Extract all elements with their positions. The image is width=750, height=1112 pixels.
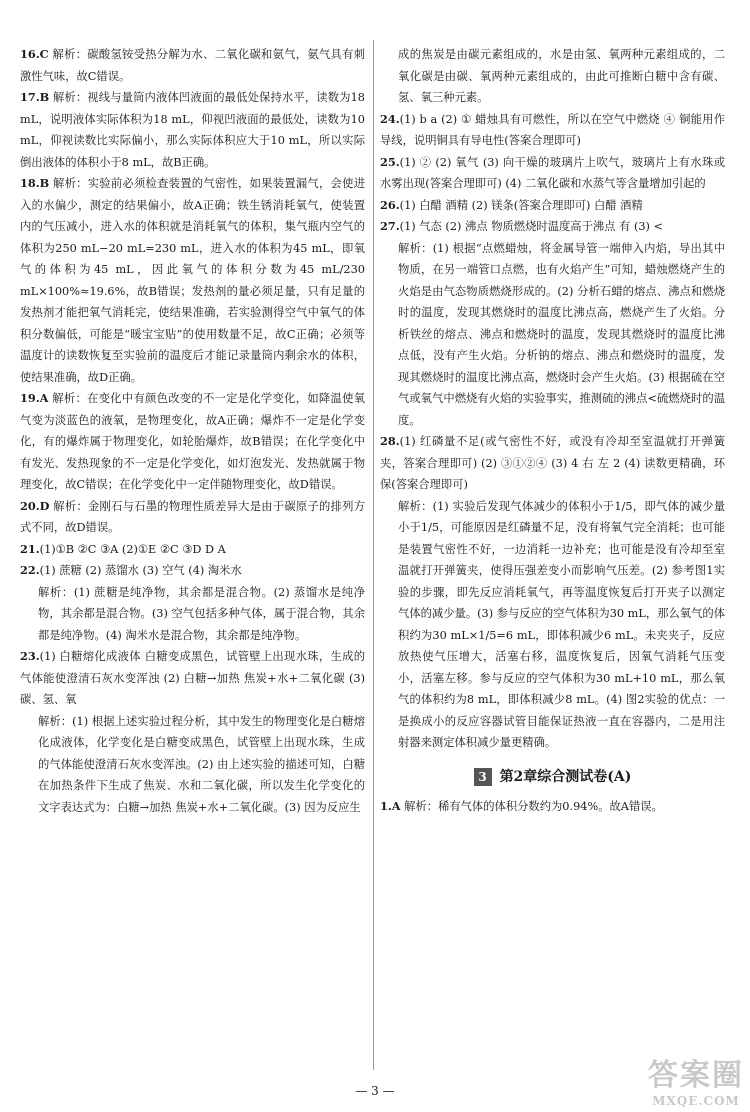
answer-item xyxy=(20,711,365,819)
answer-item xyxy=(20,87,365,173)
answer-text: 解析：(1) 根据“点燃蜡烛，将金属导管一端伸入内焰，导出其中物质，在另一端管口点燃，也有火焰产生”可知，蜡烛燃烧产生的火焰是由气态物质燃烧形成的。(2) 分析石蜡的熔点、沸点和燃烧时的温度，发现其燃烧时的温度比沸点高，燃烧产生了火焰。分析铁丝的熔点、沸点和燃烧时的温度，发现其燃烧时的温度比沸点低，没有产生火焰。分析钠的熔点、沸点和燃烧时的温度，发现其燃烧时的温度比沸点高，燃烧时会产生火焰。(3) 根据硫在空气或氧气中燃烧有火焰的实验事实，推测硫的沸点<硫燃烧时的温度。 xyxy=(398,241,725,427)
question-number: 26. xyxy=(380,197,400,212)
answer-text: (1) 红磷量不足(或气密性不好，或没有冷却至室温就打开弹簧夹，答案合理即可) (2) ③①②④ (3) 4 右 左 2 (4) 读数更精确，环保(答案合理即可) xyxy=(380,435,725,491)
answer-item xyxy=(20,388,365,496)
answer-text: 解析：稀有气体的体积分数约为0.94%。故A错误。 xyxy=(400,799,663,813)
question-number: 27. xyxy=(380,219,400,233)
answer-item xyxy=(380,796,725,818)
answer-item xyxy=(20,646,365,711)
answer-item xyxy=(20,173,365,388)
column-divider xyxy=(373,40,374,1070)
section-title: 第2章综合测试卷(A) xyxy=(499,768,632,785)
answer-text: (1) 蔗糖 (2) 蒸馏水 (3) 空气 (4) 淘米水 xyxy=(39,564,242,577)
answer-text: (1) b a (2) ① 蜡烛具有可燃性，所以在空气中燃烧 ④ 铜能用作导线，说明铜具有导电性(答案合理即可) xyxy=(380,112,725,147)
answer-text: 解析：(1) 实验后发现气体减少的体积小于1/5，即气体的减少量小于1/5，可能原因是红磷量不足，没有将氧气完全消耗；也可能是装置气密性不好，一边消耗一边补充；也可能是没有冷却至室温就打开弹簧夹，使得压强差变小而影响气压差。(2) 参考图1实验的步骤，即先反应消耗氧气，再等温度恢复后打开夹子以测定气体的减少量。(3) 参与反应的空气体积为30 mL，那么氧气的体积约为30 mL×1/5=6 mL，即体积减少6 mL。未夹夹子，反应放热使气压增大，活塞右移，温度恢复后，因氧气消耗气压变小，活塞左移。参与反应的空气体积为30 mL+10 mL，那么氧气的体积约为8 mL，即体积减少8 mL。(4) 图2实验的优点：一是换成小的反应容器试管目能保证热液一直在容器内，二是用注射器来测定体积减少量更精确。 xyxy=(398,499,725,749)
answer-item xyxy=(380,431,725,496)
answer-text: (1) 气态 (2) 沸点 物质燃烧时温度高于沸点 有 (3) < xyxy=(399,220,664,233)
answer-text: 解析：(1) 根据上述实验过程分析，其中发生的物理变化是白糖熔化成液体，化学变化是白糖变成黑色，试管壁上出现水珠，生成的气体能使澄清石灰水变浑浊。(2) 由上述实验的描述可知，白糖在加热条件下生成了焦炭、水和二氧化碳，所以发生化学变化的文字表达式为：白糖→加热 焦炭+水+二氧化碳。(3) 因为反应生 xyxy=(38,714,365,814)
answer-text: 解析：实验前必须检查装置的气密性，如果装置漏气，会使进入的水偏少，测定的结果偏小，故A正确；铁生锈消耗氧气，使装置内的气压减小，进入水的体积就是消耗氧气的体积，集气瓶内空气的体积为250 mL−20 mL=230 mL，进入水的体积为45 mL，即氧气的体积为45 mL，因此氧气的体积分数为45 mL/230 mL×100%≈19.6%，故B错误；发热剂的量必须足量，只有足量的发热剂才能把氧气消耗完，使结果准确，若实验测得空气中氧气的体积分数偏低，可能是“暖宝宝贴”的使用数量不足，故C正确；必须等温度计的读数恢复至实验前的温度后才能记录量筒内剩余水的体积，使结果准确，故D正确。 xyxy=(20,177,365,384)
question-number: 1.A xyxy=(380,798,401,813)
answer-text: 解析：金刚石与石墨的物理性质差异大是由于碳原子的排列方式不同，故D错误。 xyxy=(20,499,365,534)
question-number: 25. xyxy=(380,154,400,169)
question-number: 24. xyxy=(380,111,400,126)
question-number: 17.B xyxy=(20,90,50,104)
question-number: 21. xyxy=(20,541,40,556)
answer-item xyxy=(20,539,365,561)
question-number: 22. xyxy=(20,563,40,577)
section-heading xyxy=(380,766,725,786)
answer-text: 成的焦炭是由碳元素组成的，水是由氢、氧两种元素组成的，二氧化碳是由碳、氧两种元素组成的，由此可推断白糖中含有碳、氢、氧三种元素。 xyxy=(398,48,725,104)
question-number: 16.C xyxy=(20,47,49,61)
answer-item xyxy=(20,560,365,582)
answer-text: 解析：碳酸氢铵受热分解为水、二氧化碳和氨气，氨气具有刺激性气味，故C错误。 xyxy=(20,48,365,83)
question-number: 19.A xyxy=(20,391,49,405)
question-number: 28. xyxy=(380,434,400,448)
question-number: 23. xyxy=(20,649,40,663)
left-column xyxy=(20,44,365,818)
watermark-url: MXQE.COM xyxy=(652,1094,740,1108)
answer-item xyxy=(380,216,725,238)
answer-text: 解析：视线与量筒内液体凹液面的最低处保持水平，读数为18 mL，说明液体实际体积为18 mL，仰视凹液面的最低处，读数为10 mL，仰视读数比实际偏小，那么实际体积应大于10 mL，所以实际倒出液体的体积小于8 mL，故B正确。 xyxy=(20,91,365,169)
section-badge: 3 xyxy=(474,768,492,786)
watermark-logo xyxy=(648,1050,744,1108)
answer-text: (1) ② (2) 氧气 (3) 向干燥的玻璃片上吹气，玻璃片上有水珠或水雾出现(答案合理即可) (4) 二氧化碳和水蒸气等含量增加引起的 xyxy=(380,155,725,190)
answer-item xyxy=(380,44,725,109)
answer-item xyxy=(380,109,725,152)
answer-text: (1)①B ②C ③A (2)①E ②C ③D D A xyxy=(39,542,226,556)
answer-text: 解析：在变化中有颜色改变的不一定是化学变化，如降温使氧气变为淡蓝色的液氧，是物理变化，故A正确；爆炸不一定是化学变化，有的爆炸属于物理变化，如轮胎爆炸，故B错误；在化学变化中有发光、发热现象的不一定是化学变化，如灯泡发光、发热就属于物理变化，故C错误；在化学变化中一定伴随物理变化，故D错误。 xyxy=(20,392,365,491)
question-number: 18.B xyxy=(20,176,50,190)
watermark-text: 答案圈 xyxy=(648,1058,744,1093)
answer-item xyxy=(380,496,725,754)
page-number: — 3 — xyxy=(355,1084,395,1098)
answer-item xyxy=(380,195,725,217)
answer-item xyxy=(20,496,365,539)
answer-text: (1) 白醋 酒精 (2) 镁条(答案合理即可) 白醋 酒精 xyxy=(399,198,643,212)
answer-item xyxy=(380,152,725,195)
answer-text: 解析：(1) 蔗糖是纯净物，其余都是混合物。(2) 蒸馏水是纯净物，其余都是混合物。(3) 空气包括多种气体，属于混合物，其余都是纯净物。(4) 淘米水是混合物，其余都是纯净物。 xyxy=(38,585,365,642)
answer-item xyxy=(20,44,365,87)
answer-text: (1) 白糖熔化成液体 白糖变成黑色，试管壁上出现水珠，生成的气体能使澄清石灰水变浑浊 (2) 白糖→加热 焦炭+水+二氧化碳 (3) 碳、氢、氧 xyxy=(20,650,365,706)
question-number: 20.D xyxy=(20,498,50,513)
right-column xyxy=(380,44,725,817)
answer-item xyxy=(380,238,725,432)
answer-item xyxy=(20,582,365,647)
